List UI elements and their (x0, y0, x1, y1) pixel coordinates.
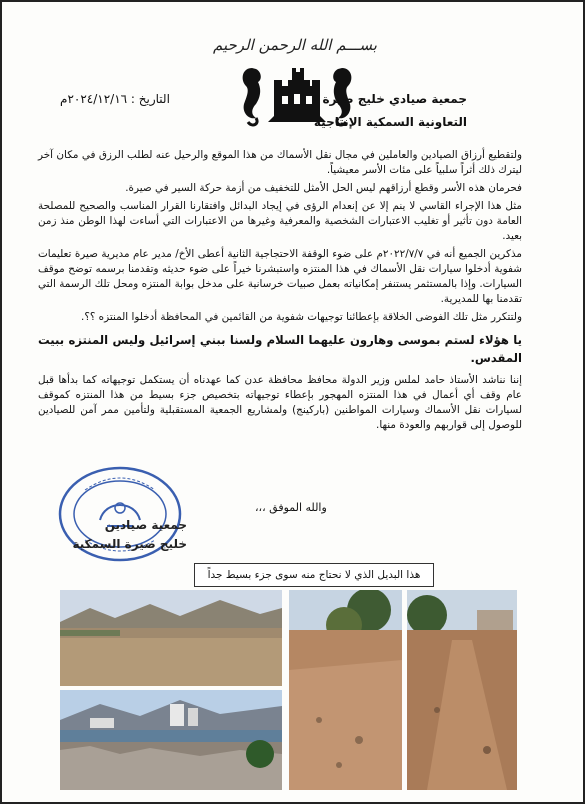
photo-dirt-ground (289, 590, 402, 790)
signature-line1: جمعية صيادين (104, 518, 187, 532)
org-name-line1: جمعية صيادي خليج صيرة (322, 92, 467, 106)
body-paragraph: مذكرين الجميع أنه في ٢٠٢٢/٧/٧م على ضوء الوقفة الاحتجاجية الثانية أعطى الأخ/ مدير عام مديرية صيرة تعليمات شفوية أدخلوا سيارات نقل الأسماك في هذا المنتزه واستبشرنا خيراً على ضوء حديثه وتقدمنا برسمه توضح موقف السيارات. وإذا بالمستثمر يستنفر إمكانياته بعمل صبيات خرسانية على مدخل بوابة المنتزه ومحل تلك الرسمة التي تقدمنا بها للمديرية. (38, 248, 522, 305)
closing-line: والله الموفق ،،، (255, 501, 327, 514)
official-stamp (55, 460, 185, 568)
bismillah: بســـم الله الرحمن الرحيم (213, 36, 377, 54)
body-paragraph: مثل هذا الإجراء القاسي لا ينم إلا عن إنعدام الرؤى في إيجاد البدائل وافتقارنا القرار المناسب والصحيح للمصلحة العامة دون تأثير أو تغليب الاعتبارات الشخصية والمعرفية وغيرها من الاعتبارات التي أساءت لهذا الوطن منذ زمن بعيد. (38, 200, 522, 242)
photo-dirt-path (407, 590, 517, 790)
appeal-paragraph: إننا نناشد الأستاذ حامد لملس وزير الدولة محافظ محافظة عدن كما عهدناه أن يستكمل توجيهاته كما بدأها قبل عام وقف أي أعمال في هذا المنتزه المهجور بإعطاء توجيهاته بتخصيص جزء بسيط من هذا المنتزه كموقف لسيارات نقل الأسماك وسيارات المواطنين (باركينج) ولمشاريع الجمعية المستقبلية ولتأمين ممر آمن للصيادين للوصول إلى قواربهم والعودة منها. (38, 374, 522, 431)
letter-date: التاريخ : ٢٠٢٤/١٢/١٦م (60, 92, 170, 106)
emphasis-paragraph: يا هؤلاء لستم بموسى وهارون عليهما السلام ولسنا ببني إسرائيل وليس المنتزه ببيت المقدس. (38, 333, 522, 365)
photo-caption: هذا البديل الذي لا نحتاج منه سوى جزء بسيط جداً (194, 563, 434, 587)
org-name-line2: التعاونية السمكية الإنتاجية (313, 115, 467, 129)
body-paragraph: ولتقطيع أرزاق الصيادين والعاملين في مجال نقل الأسماك من هذا الموقع والرحيل عنه لطلب الرزق في مكان آخر ليترك ذلك أثراً سلبياً على مئات الأسر معيشياً. (38, 149, 522, 176)
photo-empty-lot (60, 590, 282, 686)
photo-rubble-waterfront (60, 690, 282, 790)
body-paragraph: ولتتكرر مثل تلك الفوضى الخلاقة بإعطائنا توجيهات شفوية من القائمين في المحافظة أدخلوا المنتزه ؟؟. (81, 311, 522, 323)
letter-body (38, 148, 522, 436)
body-paragraph: فحرمان هذه الأسر وقطع أرزاقهم ليس الحل الأمثل للتخفيف من أزمة حركة السير في صيرة. (125, 182, 522, 194)
signature-line2: خليج صيرة السمكية (72, 537, 187, 551)
